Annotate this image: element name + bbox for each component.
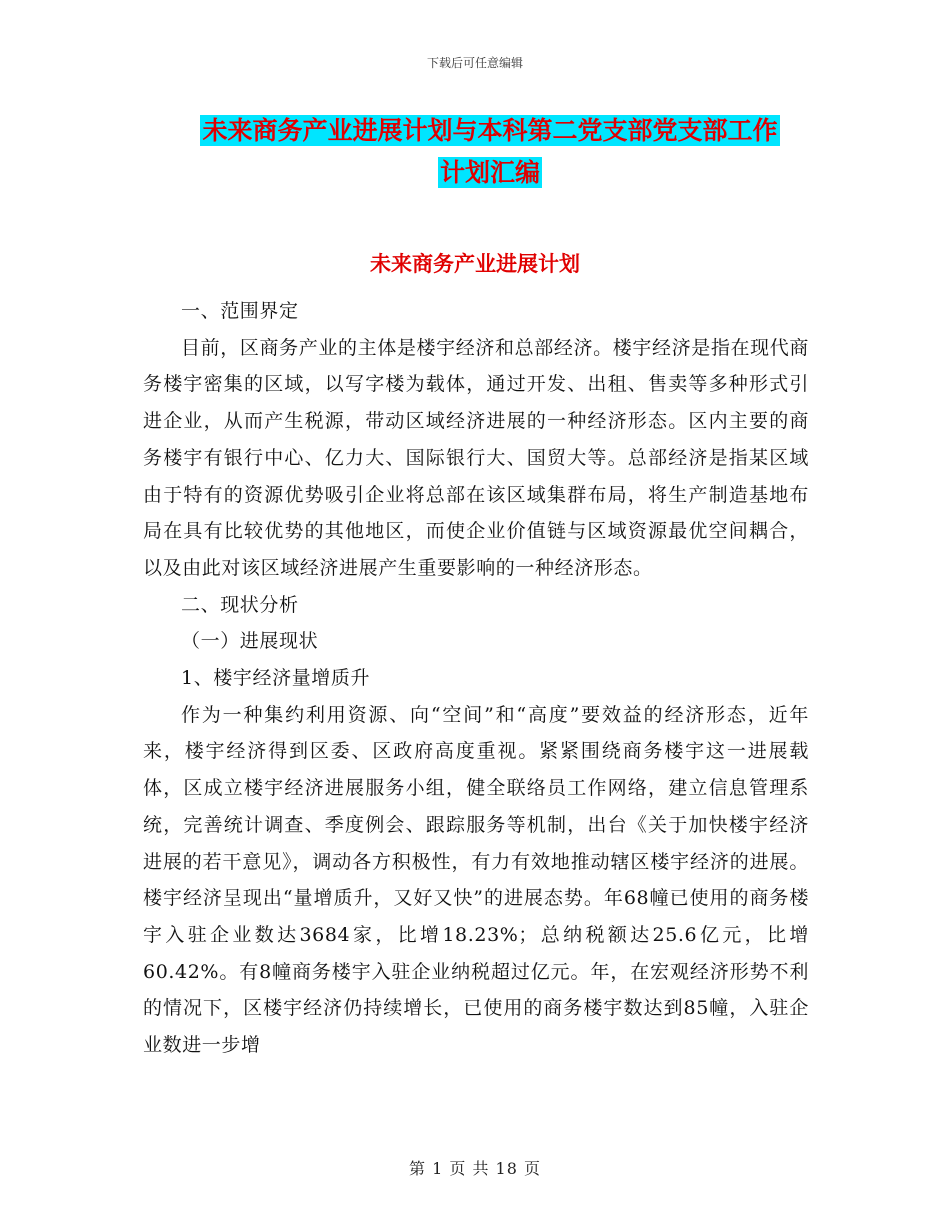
heading-status-analysis: 二、现状分析 bbox=[181, 593, 299, 616]
paragraph-scope: 目前，区商务产业的主体是楼宇经济和总部经济。楼宇经济是指在现代商务楼宇密集的区域，以写字楼为载体，通过开发、出租、售卖等多种形式引进企业，从而产生税源，带动区域经济进展的一种经济形态。区内主要的商务楼宇有银行中心、亿力大、国际银行大、国贸大等。总部经济是指某区域由于特有的资源优势吸引企业将总部在该区域集群布局，将生产制造基地布局在具有比较优势的其他地区，而使企业价值链与区域资源最优空间耦合，以及由此对该区域经济进展产生重要影响的一种经济形态。 bbox=[143, 336, 809, 579]
body-text bbox=[143, 293, 809, 1064]
page-footer: 第 1 页 共 18 页 bbox=[409, 1159, 541, 1178]
document-title bbox=[140, 110, 840, 194]
heading-building-economy: 1、楼宇经济量增质升 bbox=[181, 667, 371, 690]
paragraph-building-economy: 作为一种集约利用资源、向“空间”和“高度”要效益的经济形态，近年来，楼宇经济得到区委、区政府高度重视。紧紧围绕商务楼宇这一进展载体，区成立楼宇经济进展服务小组，健全联络员工作网络，建立信息管理系统，完善统计调查、季度例会、跟踪服务等机制，出台《关于加快楼宇经济进展的若干意见》，调动各方积极性，有力有效地推动辖区楼宇经济的进展。楼宇经济呈现出“量增质升，又好又快”的进展态势。年68幢已使用的商务楼宇入驻企业数达3684家，比增18.23%；总纳税额达25.6亿元，比增60.42%。有8幢商务楼宇入驻企业纳税超过亿元。年，在宏观经济形势不利的情况下，区楼宇经济仍持续增长，已使用的商务楼宇数达到85幢，入驻企业数进一步增 bbox=[143, 703, 809, 1057]
document-title-line-2: 计划汇编 bbox=[439, 158, 540, 187]
document-title-line-1: 未来商务产业进展计划与本科第二党支部党支部工作 bbox=[202, 116, 778, 145]
heading-progress-status: （一）进展现状 bbox=[181, 630, 319, 653]
section-title: 未来商务产业进展计划 bbox=[370, 252, 580, 276]
header-note: 下载后可任意编辑 bbox=[426, 56, 523, 70]
heading-scope: 一、范围界定 bbox=[181, 300, 299, 322]
